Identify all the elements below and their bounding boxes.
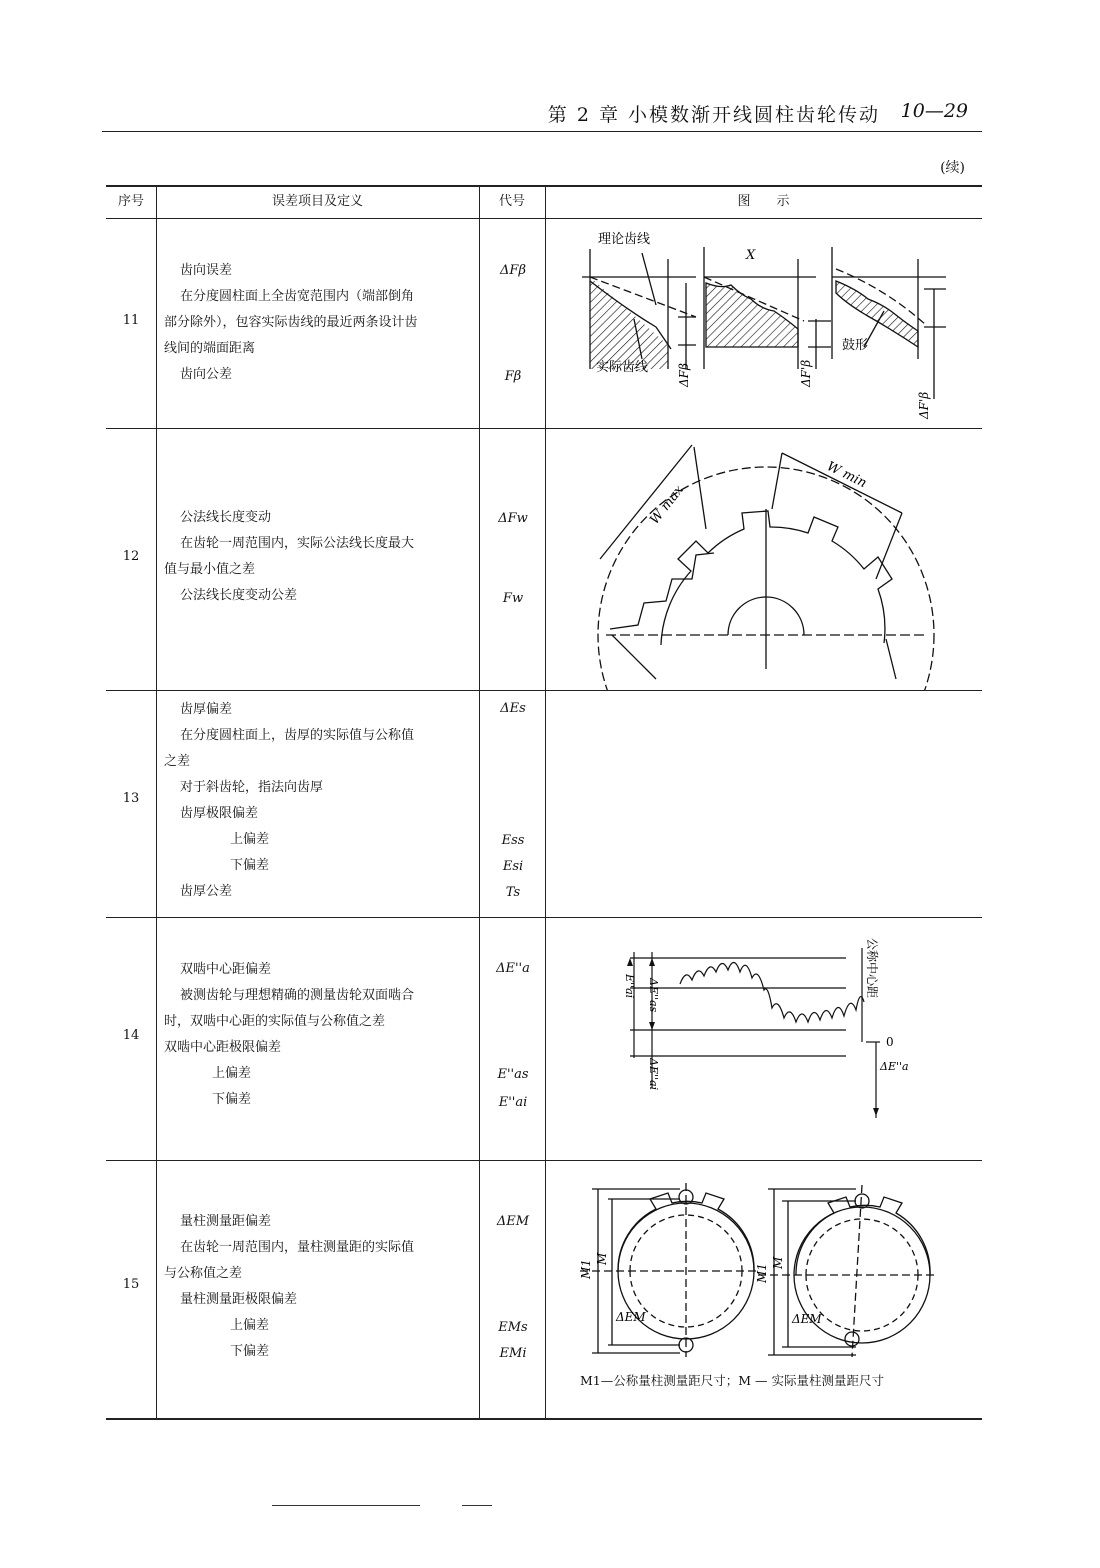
code-symbol: ΔEM <box>496 1214 530 1229</box>
definition-text: 量柱测量距偏差 在齿轮一周范围内，量柱测量距的实际值 与公称值之差 量柱测量距极限偏差 上偏差 下偏差 <box>164 1214 415 1359</box>
definition-text: 双啮中心距偏差 被测齿轮与理想精确的测量齿轮双面啮合 时，双啮中心距的实际值与公称值之差 双啮中心距极限偏差 上偏差 下偏差 <box>164 962 415 1107</box>
table-bottom-rule <box>106 1418 982 1420</box>
row-divider <box>106 690 982 691</box>
label-drum: 鼓形 <box>842 338 869 353</box>
code-symbol: ΔFw <box>498 511 528 526</box>
label-zero: 0 <box>886 1035 894 1049</box>
pin-measurement-diagram <box>546 1161 982 1361</box>
row-number: 15 <box>122 1277 140 1292</box>
label-dfb-1: ΔFβ <box>677 363 691 387</box>
label-de-a: ΔE''a <box>880 1060 909 1073</box>
header-rule <box>102 131 982 132</box>
col-header-definition: 误差项目及定义 <box>271 194 363 209</box>
col-header-figure: 图 示 <box>737 194 790 209</box>
code-symbol: Ess <box>501 833 525 848</box>
row-number: 14 <box>122 1028 140 1043</box>
code-symbol: E''as <box>497 1067 529 1082</box>
page-number: 10—29 <box>900 100 968 122</box>
row-number: 12 <box>122 549 140 564</box>
label-x: X <box>746 248 756 263</box>
definition-text: 齿向误差 在分度圆柱面上全齿宽范围内（端部倒角 部分除外），包容实际齿线的最近两条设计齿 线间的端面距离 齿向公差 <box>164 263 418 382</box>
label-actual-line: 实际齿线 <box>596 360 649 375</box>
center-distance-diagram <box>546 918 982 1160</box>
error-items-table <box>106 185 982 1420</box>
row-number: 11 <box>122 313 140 328</box>
footer-mark <box>272 1505 420 1506</box>
continued-label: (续) <box>940 160 965 176</box>
figure-caption: M1—公称量柱测量距尺寸；M — 实际量柱测量距尺寸 <box>580 1373 884 1388</box>
definition-text: 公法线长度变动 在齿轮一周范围内，实际公法线长度最大 值与最小值之差 公法线长度变动公差 <box>164 510 415 603</box>
col-header-code: 代号 <box>498 194 525 209</box>
footer-mark <box>462 1505 492 1506</box>
definition-text: 齿厚偏差 在分度圆柱面上，齿厚的实际值与公称值 之差 对于斜齿轮，指法向齿厚 齿厚极限偏差 上偏差 下偏差 齿厚公差 <box>164 702 415 899</box>
code-symbol: ΔEs <box>500 701 526 716</box>
label-de-ai: ΔE''ai <box>647 1058 660 1091</box>
label-dfb-3: ΔF'β <box>917 391 931 419</box>
label-m: M <box>595 1252 609 1265</box>
label-theoretical-line: 理论齿线 <box>598 232 651 247</box>
label-dem: ΔEM <box>616 1310 646 1324</box>
label-m1: M1 <box>579 1259 593 1279</box>
code-symbol: Ts <box>505 885 521 900</box>
code-symbol: ΔFβ <box>500 263 526 278</box>
label-m1: M1 <box>755 1263 769 1283</box>
chapter-title: 第 2 章 小模数渐开线圆柱齿轮传动 <box>547 104 880 126</box>
code-symbol: EMs <box>498 1320 528 1335</box>
label-wmax: W max <box>647 482 687 528</box>
col-divider <box>479 185 480 1420</box>
col-header-no: 序号 <box>117 194 144 209</box>
label-wmin: W min <box>824 459 869 492</box>
label-dfb-2: ΔF'β <box>799 359 813 387</box>
label-m: M <box>771 1256 785 1269</box>
label-nominal-center: 公称中心距 <box>865 938 879 999</box>
code-symbol: Fβ <box>504 369 522 384</box>
code-symbol: Fw <box>502 591 524 606</box>
code-symbol: Esi <box>502 859 524 874</box>
page-header <box>0 92 1100 132</box>
code-symbol: EMi <box>499 1346 527 1361</box>
helix-deviation-diagram <box>546 219 982 428</box>
code-symbol: E''ai <box>498 1095 528 1110</box>
label-dem: ΔEM <box>792 1312 822 1326</box>
label-de-as: ΔE''as <box>647 978 660 1013</box>
label-e-ai: E''ai <box>623 974 636 999</box>
row-number: 13 <box>122 791 140 806</box>
col-divider <box>156 185 157 1420</box>
code-symbol: ΔE''a <box>496 961 530 976</box>
span-measurement-diagram <box>546 429 982 690</box>
